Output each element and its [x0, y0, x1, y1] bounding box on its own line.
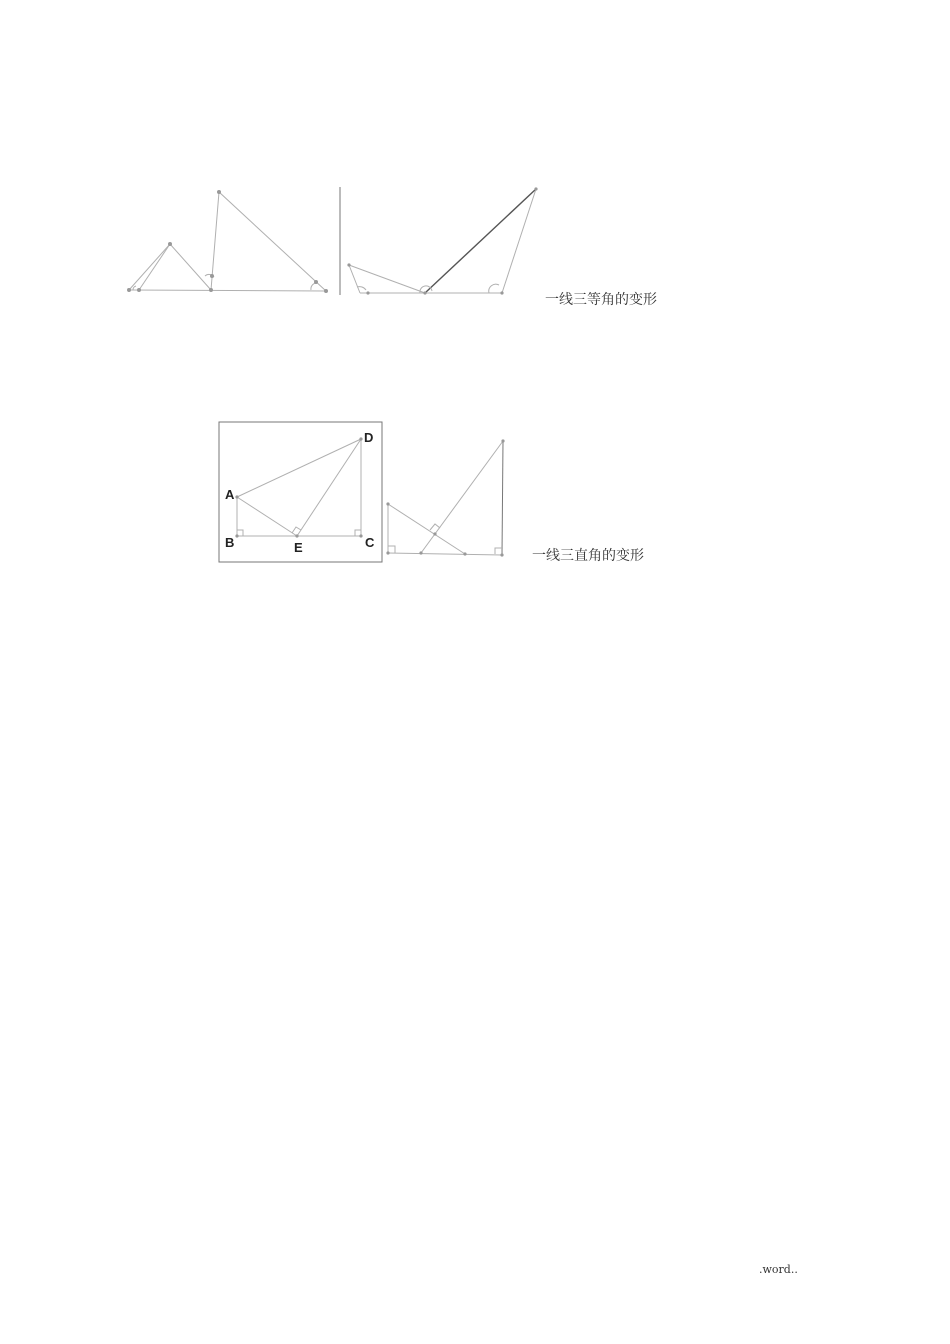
right-angle-figure-variant [388, 441, 503, 555]
page-footer: .word.. [759, 1263, 798, 1276]
right-angle-caption: 一线三直角的变形 [532, 548, 644, 564]
equal-angle-figure-left [129, 192, 326, 291]
point-label-a: A [225, 487, 235, 502]
right-angle-points-variant [386, 439, 504, 556]
equal-angle-points-right [347, 187, 537, 294]
equal-angle-points-left [127, 190, 328, 293]
right-angle-points-labeled [235, 437, 362, 537]
point-label-b: B [225, 535, 235, 550]
point-label-e: E [294, 540, 303, 555]
equal-angle-caption: 一线三等角的变形 [545, 292, 657, 308]
point-label-c: C [365, 535, 375, 550]
equal-angle-figure-right [349, 189, 536, 293]
right-angle-figure-labeled [237, 439, 361, 536]
point-label-d: D [364, 430, 374, 445]
